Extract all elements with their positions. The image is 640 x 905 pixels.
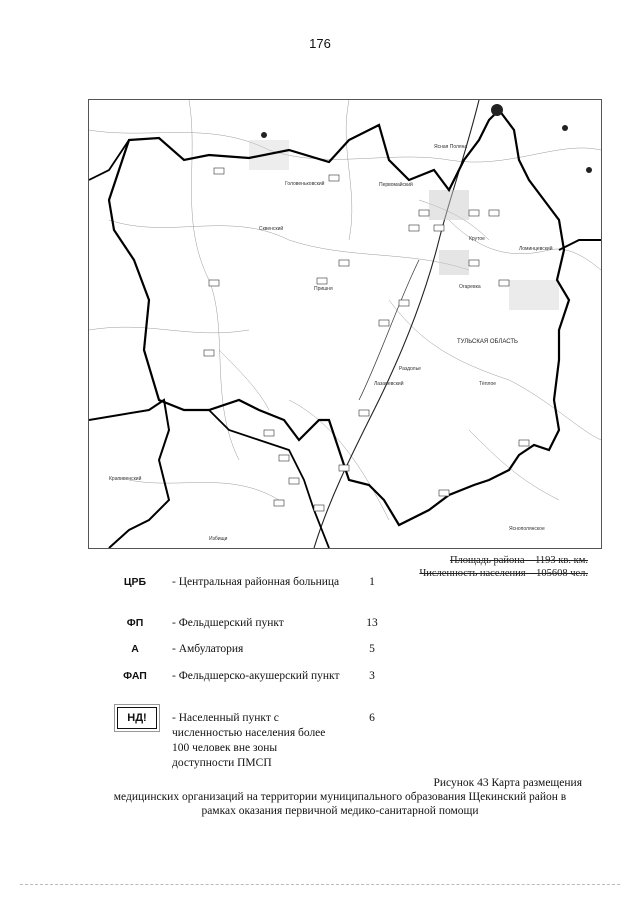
population-text: Численность населения – 105608 чел. <box>419 568 588 579</box>
place-label: Раздолье <box>399 366 421 372</box>
place-label: Головеньковский <box>285 181 325 187</box>
place-label: Крутое <box>469 236 485 242</box>
district-boundary <box>109 110 569 525</box>
neighbor-boundary-e <box>559 240 601 250</box>
place-label: Тёплое <box>479 381 497 387</box>
legend-desc: - Фельдшерско-акушерский пункт <box>172 670 340 682</box>
place-label: Избищи <box>209 536 228 542</box>
page-footer-rule <box>20 884 620 886</box>
caption-line-3: рамках оказания первичной медико-санитарной помощи <box>201 805 479 817</box>
caption-line-1: Рисунок 43 Карта размещения <box>433 777 582 789</box>
crb-marker <box>491 104 503 116</box>
place-label: Лазаревский <box>374 381 404 387</box>
figure-caption <box>90 776 590 818</box>
place-label: Крапивенский <box>109 476 142 482</box>
legend-desc: - Фельдшерский пункт <box>172 617 284 629</box>
district-stats <box>419 554 588 580</box>
legend-abbr: ФП <box>126 617 144 629</box>
area-text: Площадь района – 1193 кв. км. <box>449 555 588 566</box>
legend-desc: - Центральная районная больница <box>172 576 340 588</box>
place-label: Огаревка <box>459 284 481 290</box>
legend-desc: - Населенный пункт с численностью населения более 100 человек вне зоны доступности ПМСП <box>172 712 326 769</box>
legend-count: 6 <box>369 712 375 724</box>
region-label: ТУЛЬСКАЯ ОБЛАСТЬ <box>457 339 518 345</box>
place-label: Ясная Поляна <box>434 144 468 150</box>
marker-dot <box>562 125 568 131</box>
legend-abbr: ЦРБ <box>123 576 147 588</box>
urban-areas <box>249 140 559 310</box>
legend-count: 3 <box>369 670 375 682</box>
map-drawing <box>89 100 601 548</box>
place-label: Яснополянское <box>509 526 545 532</box>
place-label: Сквенский <box>259 226 284 232</box>
neighbor-boundary-sw <box>89 400 169 548</box>
place-label: Пришня <box>314 286 333 292</box>
legend-count: 1 <box>369 576 375 588</box>
legend-abbr: А <box>131 643 139 655</box>
place-label: Ломинцевский <box>519 246 553 252</box>
page-number: 176 <box>309 36 331 51</box>
legend-desc: - Амбулатория <box>172 643 244 655</box>
place-label: Первомайский <box>379 182 413 188</box>
legend-count: 13 <box>366 617 378 629</box>
legend-abbr: ФАП <box>123 670 147 682</box>
district-map <box>88 99 602 549</box>
caption-line-2: медицинских организаций на территории муниципального образования Щекинский район в <box>113 791 567 803</box>
marker-dot <box>261 132 267 138</box>
legend-count: 5 <box>369 643 375 655</box>
nd-warning-icon: НД! <box>117 707 157 729</box>
marker-dot <box>586 167 592 173</box>
